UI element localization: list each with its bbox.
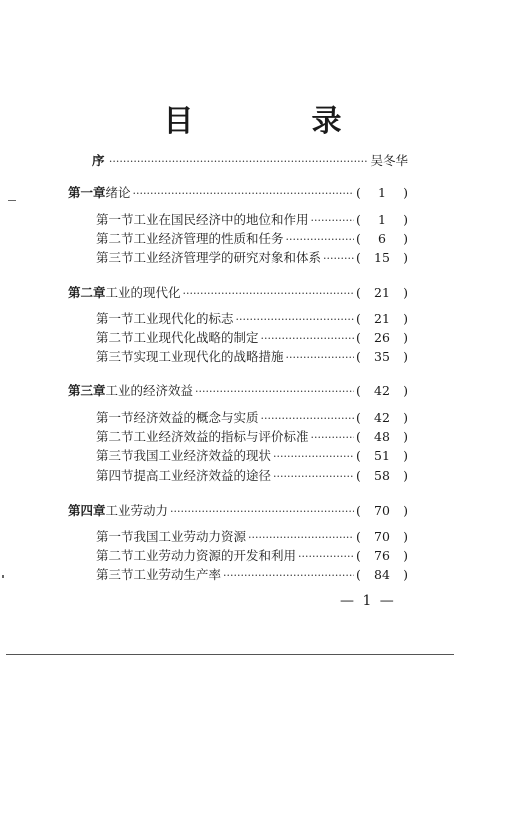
toc-section-entry[interactable] bbox=[96, 210, 408, 228]
page-number: 15 bbox=[374, 250, 390, 265]
section-title: 工业经济管理学的研究对象和体系 bbox=[133, 250, 322, 265]
preface-author: 吴冬华 bbox=[370, 153, 408, 168]
toc-chapter-entry[interactable] bbox=[68, 381, 408, 399]
section-title: 工业经济管理的性质和任务 bbox=[133, 231, 284, 246]
toc-section-entry[interactable] bbox=[96, 527, 408, 545]
toc-section-entry[interactable] bbox=[96, 466, 408, 484]
page-ref: ( 84 ) bbox=[356, 567, 408, 582]
page-ref: ( 15 ) bbox=[356, 250, 408, 265]
page-ref: ( 26 ) bbox=[356, 330, 408, 345]
page-number: 48 bbox=[374, 429, 390, 444]
section-title: 工业在国民经济中的地位和作用 bbox=[133, 212, 309, 227]
page-number: 35 bbox=[374, 349, 390, 364]
leader-dots bbox=[183, 287, 354, 300]
toc-chapter-entry[interactable] bbox=[68, 283, 408, 301]
page-ref: ( 1 ) bbox=[356, 212, 408, 227]
section-label: 第三节 bbox=[96, 448, 134, 463]
leader-dots bbox=[236, 313, 354, 326]
section-label: 第四节 bbox=[96, 468, 134, 483]
page-number: 58 bbox=[374, 468, 390, 483]
scan-mark bbox=[8, 200, 16, 201]
leader-dots bbox=[109, 155, 369, 168]
section-title: 提高工业经济效益的途径 bbox=[133, 468, 272, 483]
leader-dots bbox=[286, 351, 354, 364]
chapter-label: 第四章 bbox=[68, 503, 106, 518]
section-label: 第一节 bbox=[96, 311, 134, 326]
toc-section-entry[interactable] bbox=[96, 546, 408, 564]
page-number: 42 bbox=[374, 410, 390, 425]
toc-section-entry[interactable] bbox=[96, 446, 408, 464]
preface-entry[interactable] bbox=[92, 151, 408, 169]
leader-dots bbox=[273, 450, 354, 463]
section-title: 我国工业经济效益的现状 bbox=[133, 448, 272, 463]
section-title: 工业现代化的标志 bbox=[133, 311, 234, 326]
section-title: 工业经济效益的指标与评价标准 bbox=[133, 429, 309, 444]
section-title: 实现工业现代化的战略措施 bbox=[133, 349, 284, 364]
toc-section-entry[interactable] bbox=[96, 347, 408, 365]
leader-dots bbox=[323, 252, 354, 265]
toc-section-entry[interactable] bbox=[96, 328, 408, 346]
leader-dots bbox=[223, 569, 354, 582]
section-label: 第一节 bbox=[96, 529, 134, 544]
chapter-label: 第三章 bbox=[68, 383, 106, 398]
section-label: 第三节 bbox=[96, 250, 134, 265]
section-label: 第二节 bbox=[96, 548, 134, 563]
page-number: 70 bbox=[374, 529, 390, 544]
leader-dots bbox=[133, 187, 354, 200]
leader-dots bbox=[311, 214, 354, 227]
section-title: 工业劳动生产率 bbox=[133, 567, 222, 582]
section-label: 第二节 bbox=[96, 429, 134, 444]
toc-section-entry[interactable] bbox=[96, 427, 408, 445]
page-ref: ( 51 ) bbox=[356, 448, 408, 463]
page-ref: ( 1 ) bbox=[356, 185, 408, 200]
page-number: 51 bbox=[374, 448, 390, 463]
page-number: 6 bbox=[378, 231, 386, 246]
page-number: 70 bbox=[374, 503, 390, 518]
page-number: 42 bbox=[374, 383, 390, 398]
leader-dots bbox=[286, 233, 354, 246]
leader-dots bbox=[311, 431, 354, 444]
chapter-title: 工业劳动力 bbox=[105, 503, 169, 518]
section-title: 经济效益的概念与实质 bbox=[133, 410, 259, 425]
section-label: 第一节 bbox=[96, 212, 134, 227]
toc-chapter-entry[interactable] bbox=[68, 501, 408, 519]
page-ref: ( 76 ) bbox=[356, 548, 408, 563]
chapter-title: 工业的现代化 bbox=[105, 285, 181, 300]
leader-dots bbox=[273, 470, 354, 483]
toc-section-entry[interactable] bbox=[96, 248, 408, 266]
page-number: 1 bbox=[378, 212, 386, 227]
leader-dots bbox=[261, 332, 354, 345]
toc-section-entry[interactable] bbox=[96, 565, 408, 583]
section-label: 第一节 bbox=[96, 410, 134, 425]
toc-section-entry[interactable] bbox=[96, 309, 408, 327]
page-number: 21 bbox=[374, 285, 390, 300]
page-number: 1 bbox=[378, 185, 386, 200]
page-ref: ( 6 ) bbox=[356, 231, 408, 246]
preface-label: 序 bbox=[92, 153, 105, 168]
leader-dots bbox=[195, 385, 354, 398]
chapter-title: 绪论 bbox=[105, 185, 131, 200]
page-ref: ( 21 ) bbox=[356, 311, 408, 326]
page-folio: — 1 — bbox=[340, 593, 396, 609]
section-label: 第二节 bbox=[96, 330, 134, 345]
section-title: 工业现代化战略的制定 bbox=[133, 330, 259, 345]
leader-dots bbox=[298, 550, 354, 563]
page-bottom-rule bbox=[6, 654, 454, 655]
toc-section-entry[interactable] bbox=[96, 408, 408, 426]
page-ref: ( 70 ) bbox=[356, 529, 408, 544]
section-label: 第三节 bbox=[96, 349, 134, 364]
page-number: 76 bbox=[374, 548, 390, 563]
toc-chapter-entry[interactable] bbox=[68, 183, 408, 201]
scan-mark bbox=[2, 575, 4, 578]
section-label: 第三节 bbox=[96, 567, 134, 582]
page-ref: ( 42 ) bbox=[356, 410, 408, 425]
page-number: 21 bbox=[374, 311, 390, 326]
page-title: 目 录 bbox=[163, 104, 386, 139]
page-ref: ( 58 ) bbox=[356, 468, 408, 483]
page-ref: ( 35 ) bbox=[356, 349, 408, 364]
leader-dots bbox=[261, 412, 354, 425]
page-ref: ( 48 ) bbox=[356, 429, 408, 444]
chapter-title: 工业的经济效益 bbox=[105, 383, 194, 398]
page-number: 84 bbox=[374, 567, 390, 582]
section-title: 我国工业劳动力资源 bbox=[133, 529, 247, 544]
page-ref: ( 21 ) bbox=[356, 285, 408, 300]
leader-dots bbox=[170, 505, 354, 518]
leader-dots bbox=[248, 531, 354, 544]
toc-section-entry[interactable] bbox=[96, 229, 408, 247]
chapter-label: 第二章 bbox=[68, 285, 106, 300]
chapter-label: 第一章 bbox=[68, 185, 106, 200]
page-ref: ( 70 ) bbox=[356, 503, 408, 518]
page-number: 26 bbox=[374, 330, 390, 345]
section-title: 工业劳动力资源的开发和利用 bbox=[133, 548, 297, 563]
section-label: 第二节 bbox=[96, 231, 134, 246]
page-ref: ( 42 ) bbox=[356, 383, 408, 398]
